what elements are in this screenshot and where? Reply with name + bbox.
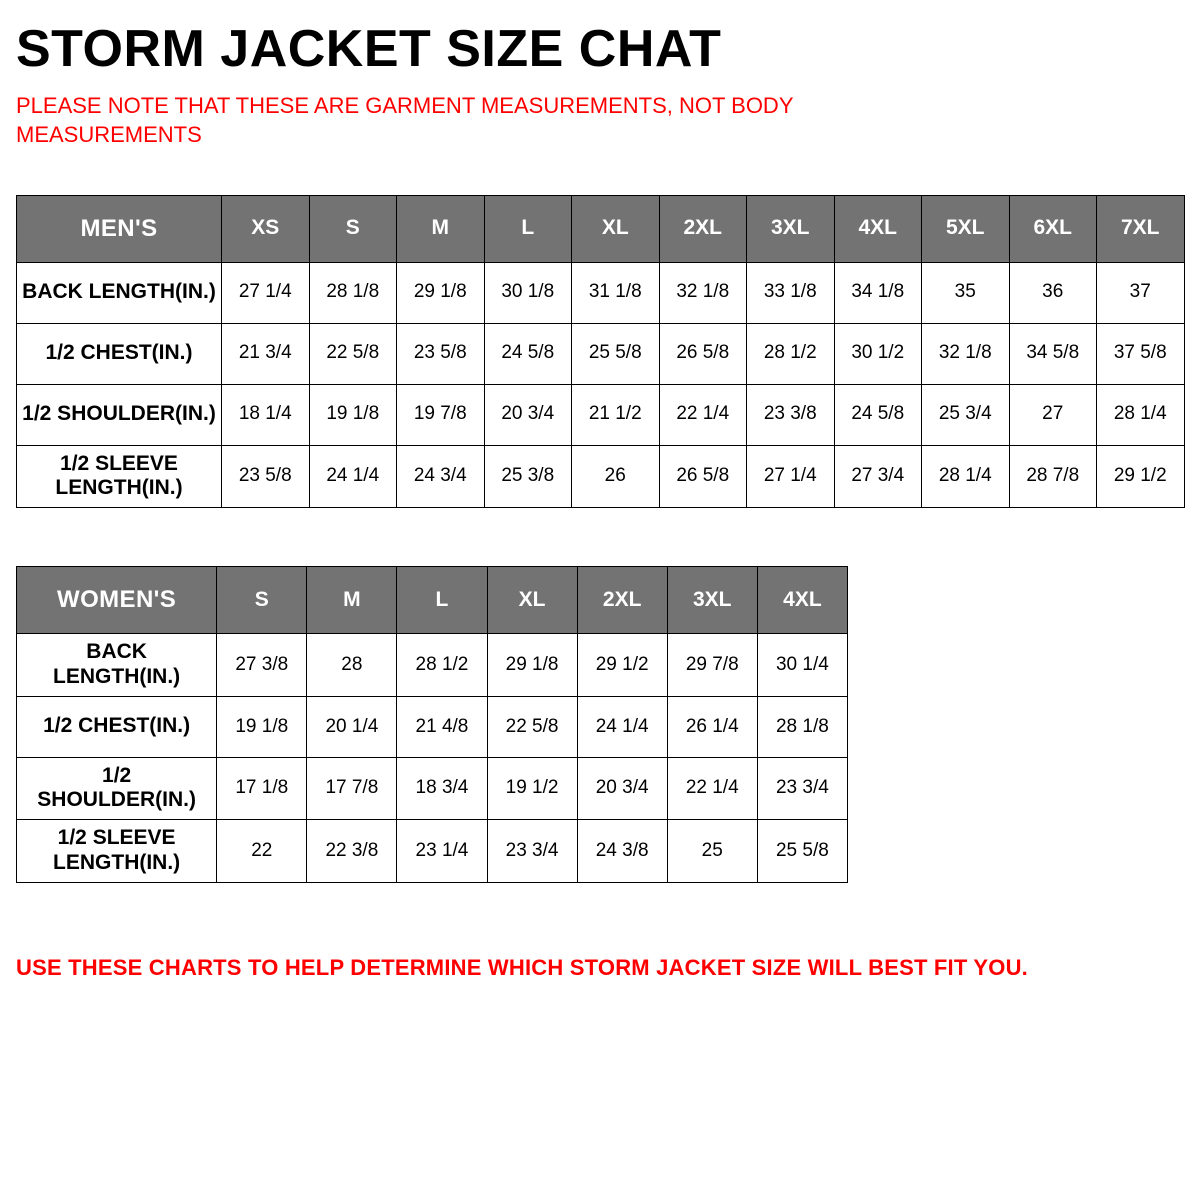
table-cell: 24 1/4 [309,445,397,508]
table-cell: 26 1/4 [667,696,757,757]
womens-col-l: L [397,567,487,634]
table-cell: 19 1/8 [309,384,397,445]
table-cell: 33 1/8 [747,262,835,323]
mens-col-s: S [309,195,397,262]
table-row [17,567,848,634]
table-cell: 19 7/8 [397,384,485,445]
table-row [17,262,1185,323]
table-cell: 30 1/4 [757,634,847,697]
table-cell: 32 1/8 [922,323,1010,384]
table-cell: 28 1/8 [757,696,847,757]
table-cell: 22 5/8 [487,696,577,757]
table-row [17,445,1185,508]
mens-col-m: M [397,195,485,262]
footer-note: USE THESE CHARTS TO HELP DETERMINE WHICH STORM JACKET SIZE WILL BEST FIT YOU. [16,954,1028,980]
page-title: STORM JACKET SIZE CHAT [16,20,722,78]
table-cell: 30 1/8 [484,262,572,323]
table-cell: 25 5/8 [757,820,847,883]
table-cell: 27 3/4 [834,445,922,508]
table-cell: 21 4/8 [397,696,487,757]
table-cell: 25 5/8 [572,323,660,384]
table-cell: 24 3/4 [397,445,485,508]
mens-corner-label: MEN'S [17,195,222,262]
table-cell: 28 1/8 [309,262,397,323]
table-cell: 17 7/8 [307,757,397,820]
table-cell: 24 3/8 [577,820,667,883]
mens-col-3xl: 3XL [747,195,835,262]
womens-col-2xl: 2XL [577,567,667,634]
mens-row-label-half-sleeve-length: 1/2 SLEEVE LENGTH(IN.) [17,445,222,508]
table-cell: 20 3/4 [484,384,572,445]
table-spacer [16,508,1184,566]
table-cell: 29 7/8 [667,634,757,697]
womens-col-4xl: 4XL [757,567,847,634]
womens-size-table [16,566,848,883]
mens-row-label-half-chest: 1/2 CHEST(IN.) [17,323,222,384]
table-cell: 24 5/8 [834,384,922,445]
womens-col-s: S [217,567,307,634]
table-cell: 22 3/8 [307,820,397,883]
table-cell: 26 5/8 [659,323,747,384]
womens-table-header [17,567,848,634]
mens-col-7xl: 7XL [1097,195,1185,262]
garment-measurement-note: PLEASE NOTE THAT THESE ARE GARMENT MEASUREMENTS, NOT BODY MEASUREMENTS [16,92,794,147]
table-cell: 31 1/8 [572,262,660,323]
table-cell: 29 1/8 [397,262,485,323]
table-cell: 26 5/8 [659,445,747,508]
mens-table-body [17,262,1185,508]
table-cell: 26 [572,445,660,508]
table-cell: 28 [307,634,397,697]
mens-col-xs: XS [222,195,310,262]
table-cell: 19 1/2 [487,757,577,820]
table-row [17,696,848,757]
table-cell: 23 3/4 [487,820,577,883]
womens-col-3xl: 3XL [667,567,757,634]
mens-col-2xl: 2XL [659,195,747,262]
table-cell: 28 1/4 [1097,384,1185,445]
table-cell: 28 1/2 [747,323,835,384]
table-row [17,195,1185,262]
mens-size-table [16,195,1185,509]
table-cell: 23 3/4 [757,757,847,820]
table-cell: 22 [217,820,307,883]
table-cell: 19 1/8 [217,696,307,757]
table-cell: 29 1/8 [487,634,577,697]
mens-col-l: L [484,195,572,262]
table-cell: 20 1/4 [307,696,397,757]
table-row [17,757,848,820]
womens-row-label-back-length: BACK LENGTH(IN.) [17,634,217,697]
table-cell: 21 3/4 [222,323,310,384]
table-cell: 22 5/8 [309,323,397,384]
table-cell: 27 3/8 [217,634,307,697]
table-cell: 27 1/4 [747,445,835,508]
table-row [17,820,848,883]
table-cell: 28 1/2 [397,634,487,697]
table-cell: 22 1/4 [667,757,757,820]
womens-col-xl: XL [487,567,577,634]
table-cell: 32 1/8 [659,262,747,323]
table-row [17,634,848,697]
table-row [17,323,1185,384]
table-cell: 20 3/4 [577,757,667,820]
mens-col-4xl: 4XL [834,195,922,262]
table-cell: 34 1/8 [834,262,922,323]
table-cell: 25 3/8 [484,445,572,508]
mens-col-xl: XL [572,195,660,262]
womens-col-m: M [307,567,397,634]
table-cell: 29 1/2 [577,634,667,697]
table-cell: 18 1/4 [222,384,310,445]
mens-row-label-half-shoulder: 1/2 SHOULDER(IN.) [17,384,222,445]
table-cell: 29 1/2 [1097,445,1185,508]
mens-col-6xl: 6XL [1009,195,1097,262]
mens-col-5xl: 5XL [922,195,1010,262]
womens-row-label-half-shoulder: 1/2 SHOULDER(IN.) [17,757,217,820]
table-cell: 18 3/4 [397,757,487,820]
table-cell: 23 1/4 [397,820,487,883]
table-cell: 27 [1009,384,1097,445]
table-cell: 21 1/2 [572,384,660,445]
table-cell: 23 5/8 [397,323,485,384]
table-cell: 24 1/4 [577,696,667,757]
table-cell: 24 5/8 [484,323,572,384]
mens-row-label-back-length: BACK LENGTH(IN.) [17,262,222,323]
table-cell: 25 3/4 [922,384,1010,445]
table-cell: 28 1/4 [922,445,1010,508]
womens-table-body [17,634,848,883]
table-cell: 37 [1097,262,1185,323]
table-cell: 27 1/4 [222,262,310,323]
table-cell: 23 3/8 [747,384,835,445]
womens-corner-label: WOMEN'S [17,567,217,634]
table-cell: 22 1/4 [659,384,747,445]
table-cell: 17 1/8 [217,757,307,820]
table-cell: 30 1/2 [834,323,922,384]
table-cell: 37 5/8 [1097,323,1185,384]
table-cell: 28 7/8 [1009,445,1097,508]
table-cell: 36 [1009,262,1097,323]
table-cell: 25 [667,820,757,883]
womens-row-label-half-sleeve-length: 1/2 SLEEVE LENGTH(IN.) [17,820,217,883]
table-cell: 23 5/8 [222,445,310,508]
table-row [17,384,1185,445]
womens-row-label-half-chest: 1/2 CHEST(IN.) [17,696,217,757]
table-cell: 35 [922,262,1010,323]
table-cell: 34 5/8 [1009,323,1097,384]
mens-table-header [17,195,1185,262]
